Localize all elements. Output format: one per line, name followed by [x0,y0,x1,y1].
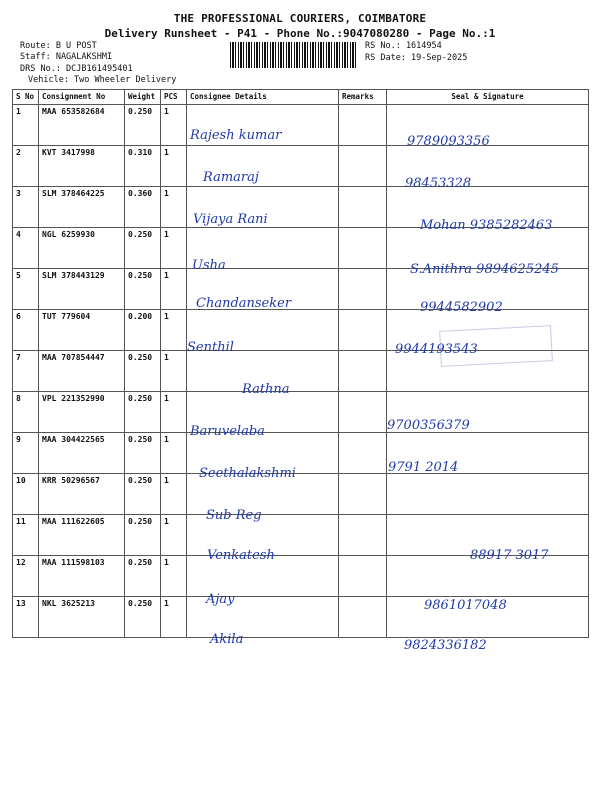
cell-remarks [339,351,387,392]
col-header: Weight [125,90,161,105]
cell-consignment-no: KRR 50296567 [39,474,125,515]
handwritten-signature: 9944582902 [420,300,503,315]
cell-weight: 0.250 [125,392,161,433]
handwritten-consignee-name: Chandanseker [196,296,292,311]
handwritten-consignee-name: Akila [210,632,244,647]
cell-consignment-no: NKL 3625213 [39,597,125,638]
cell-consignment-no: VPL 221352990 [39,392,125,433]
handwritten-consignee-name: Vijaya Rani [193,212,268,227]
cell-weight: 0.250 [125,105,161,146]
cell-sno: 7 [13,351,39,392]
handwritten-signature: 9944193543 [395,342,478,357]
cell-consignment-no: TUT 779604 [39,310,125,351]
col-header: Consignee Details [187,90,339,105]
handwritten-signature: 98453328 [405,176,472,191]
cell-sno: 4 [13,228,39,269]
col-header: Seal & Signature [387,90,589,105]
cell-pcs: 1 [161,392,187,433]
cell-consignment-no: SLM 378464225 [39,187,125,228]
handwritten-signature: Mohan 9385282463 [420,218,553,233]
cell-sno: 5 [13,269,39,310]
cell-sno: 3 [13,187,39,228]
company-title: THE PROFESSIONAL COURIERS, COIMBATORE [173,12,427,25]
cell-pcs: 1 [161,597,187,638]
cell-remarks [339,392,387,433]
cell-consignment-no: MAA 111598103 [39,556,125,597]
vehicle-text: Vehicle: Two Wheeler Delivery [28,75,177,85]
cell-pcs: 1 [161,310,187,351]
handwritten-consignee-name: Senthil [187,340,234,355]
cell-weight: 0.250 [125,474,161,515]
staff-text: Staff: NAGALAKSHMI [20,52,113,62]
table-row [13,392,589,433]
handwritten-consignee-name: Baruvelaba [190,424,265,439]
cell-seal-signature [387,474,589,515]
cell-remarks [339,310,387,351]
cell-remarks [339,146,387,187]
cell-pcs: 1 [161,146,187,187]
drs-text: DRS No.: DCJB161495401 [20,64,133,74]
cell-consignment-no: MAA 111622605 [39,515,125,556]
cell-pcs: 1 [161,228,187,269]
col-header: S No [13,90,39,105]
cell-weight: 0.360 [125,187,161,228]
cell-remarks [339,556,387,597]
cell-consignment-no: MAA 304422565 [39,433,125,474]
handwritten-consignee-name: Seethalakshmi [199,466,296,481]
col-header: Remarks [339,90,387,105]
route-text: Route: B U POST [20,41,97,51]
cell-remarks [339,269,387,310]
cell-pcs: 1 [161,187,187,228]
handwritten-signature: 9700356379 [387,418,470,433]
handwritten-consignee-name: Ramaraj [203,170,259,185]
cell-sno: 9 [13,433,39,474]
handwritten-signature: 9861017048 [424,598,507,613]
cell-weight: 0.250 [125,597,161,638]
cell-sno: 2 [13,146,39,187]
handwritten-signature: S.Anithra 9894625245 [410,262,559,277]
table-row [13,433,589,474]
handwritten-consignee-name: Ajay [206,592,235,607]
table-row [13,105,589,146]
handwritten-signature: 9789093356 [407,134,490,149]
cell-pcs: 1 [161,474,187,515]
rs-no-text: RS No.: 1614954 [365,41,442,51]
cell-remarks [339,597,387,638]
cell-pcs: 1 [161,269,187,310]
handwritten-signature: 88917 3017 [470,548,549,563]
cell-consignment-no: MAA 653582684 [39,105,125,146]
cell-weight: 0.310 [125,146,161,187]
barcode [230,42,358,68]
cell-remarks [339,474,387,515]
col-header: Consignment No [39,90,125,105]
handwritten-consignee-name: Rajesh kumar [190,128,282,143]
cell-consignment-no: NGL 6259930 [39,228,125,269]
table-row [13,146,589,187]
table-header-row [13,90,589,105]
handwritten-consignee-name: Sub Reg [206,508,262,523]
cell-pcs: 1 [161,351,187,392]
cell-sno: 12 [13,556,39,597]
handwritten-consignee-name: Rathna [242,382,290,397]
cell-weight: 0.250 [125,556,161,597]
cell-pcs: 1 [161,556,187,597]
runsheet-subtitle: Delivery Runsheet - P41 - Phone No.:9047080280 - Page No.:1 [104,27,496,40]
handwritten-signature: 9791 2014 [388,460,459,475]
cell-sno: 6 [13,310,39,351]
cell-pcs: 1 [161,515,187,556]
table-row [13,474,589,515]
col-header: PCS [161,90,187,105]
cell-weight: 0.250 [125,515,161,556]
cell-pcs: 1 [161,105,187,146]
cell-remarks [339,228,387,269]
handwritten-signature: 9824336182 [404,638,487,653]
cell-remarks [339,105,387,146]
cell-weight: 0.250 [125,228,161,269]
cell-weight: 0.200 [125,310,161,351]
cell-sno: 13 [13,597,39,638]
cell-weight: 0.250 [125,269,161,310]
cell-weight: 0.250 [125,351,161,392]
cell-sno: 1 [13,105,39,146]
cell-remarks [339,515,387,556]
handwritten-consignee-name: Venkatesh [207,548,275,563]
cell-consignment-no: MAA 707854447 [39,351,125,392]
cell-consignment-no: SLM 378443129 [39,269,125,310]
cell-sno: 11 [13,515,39,556]
handwritten-consignee-name: Usha [192,258,226,273]
cell-consignment-no: KVT 3417998 [39,146,125,187]
cell-weight: 0.250 [125,433,161,474]
cell-remarks [339,187,387,228]
rs-date-text: RS Date: 19-Sep-2025 [365,53,468,63]
cell-remarks [339,433,387,474]
cell-pcs: 1 [161,433,187,474]
cell-sno: 8 [13,392,39,433]
cell-sno: 10 [13,474,39,515]
